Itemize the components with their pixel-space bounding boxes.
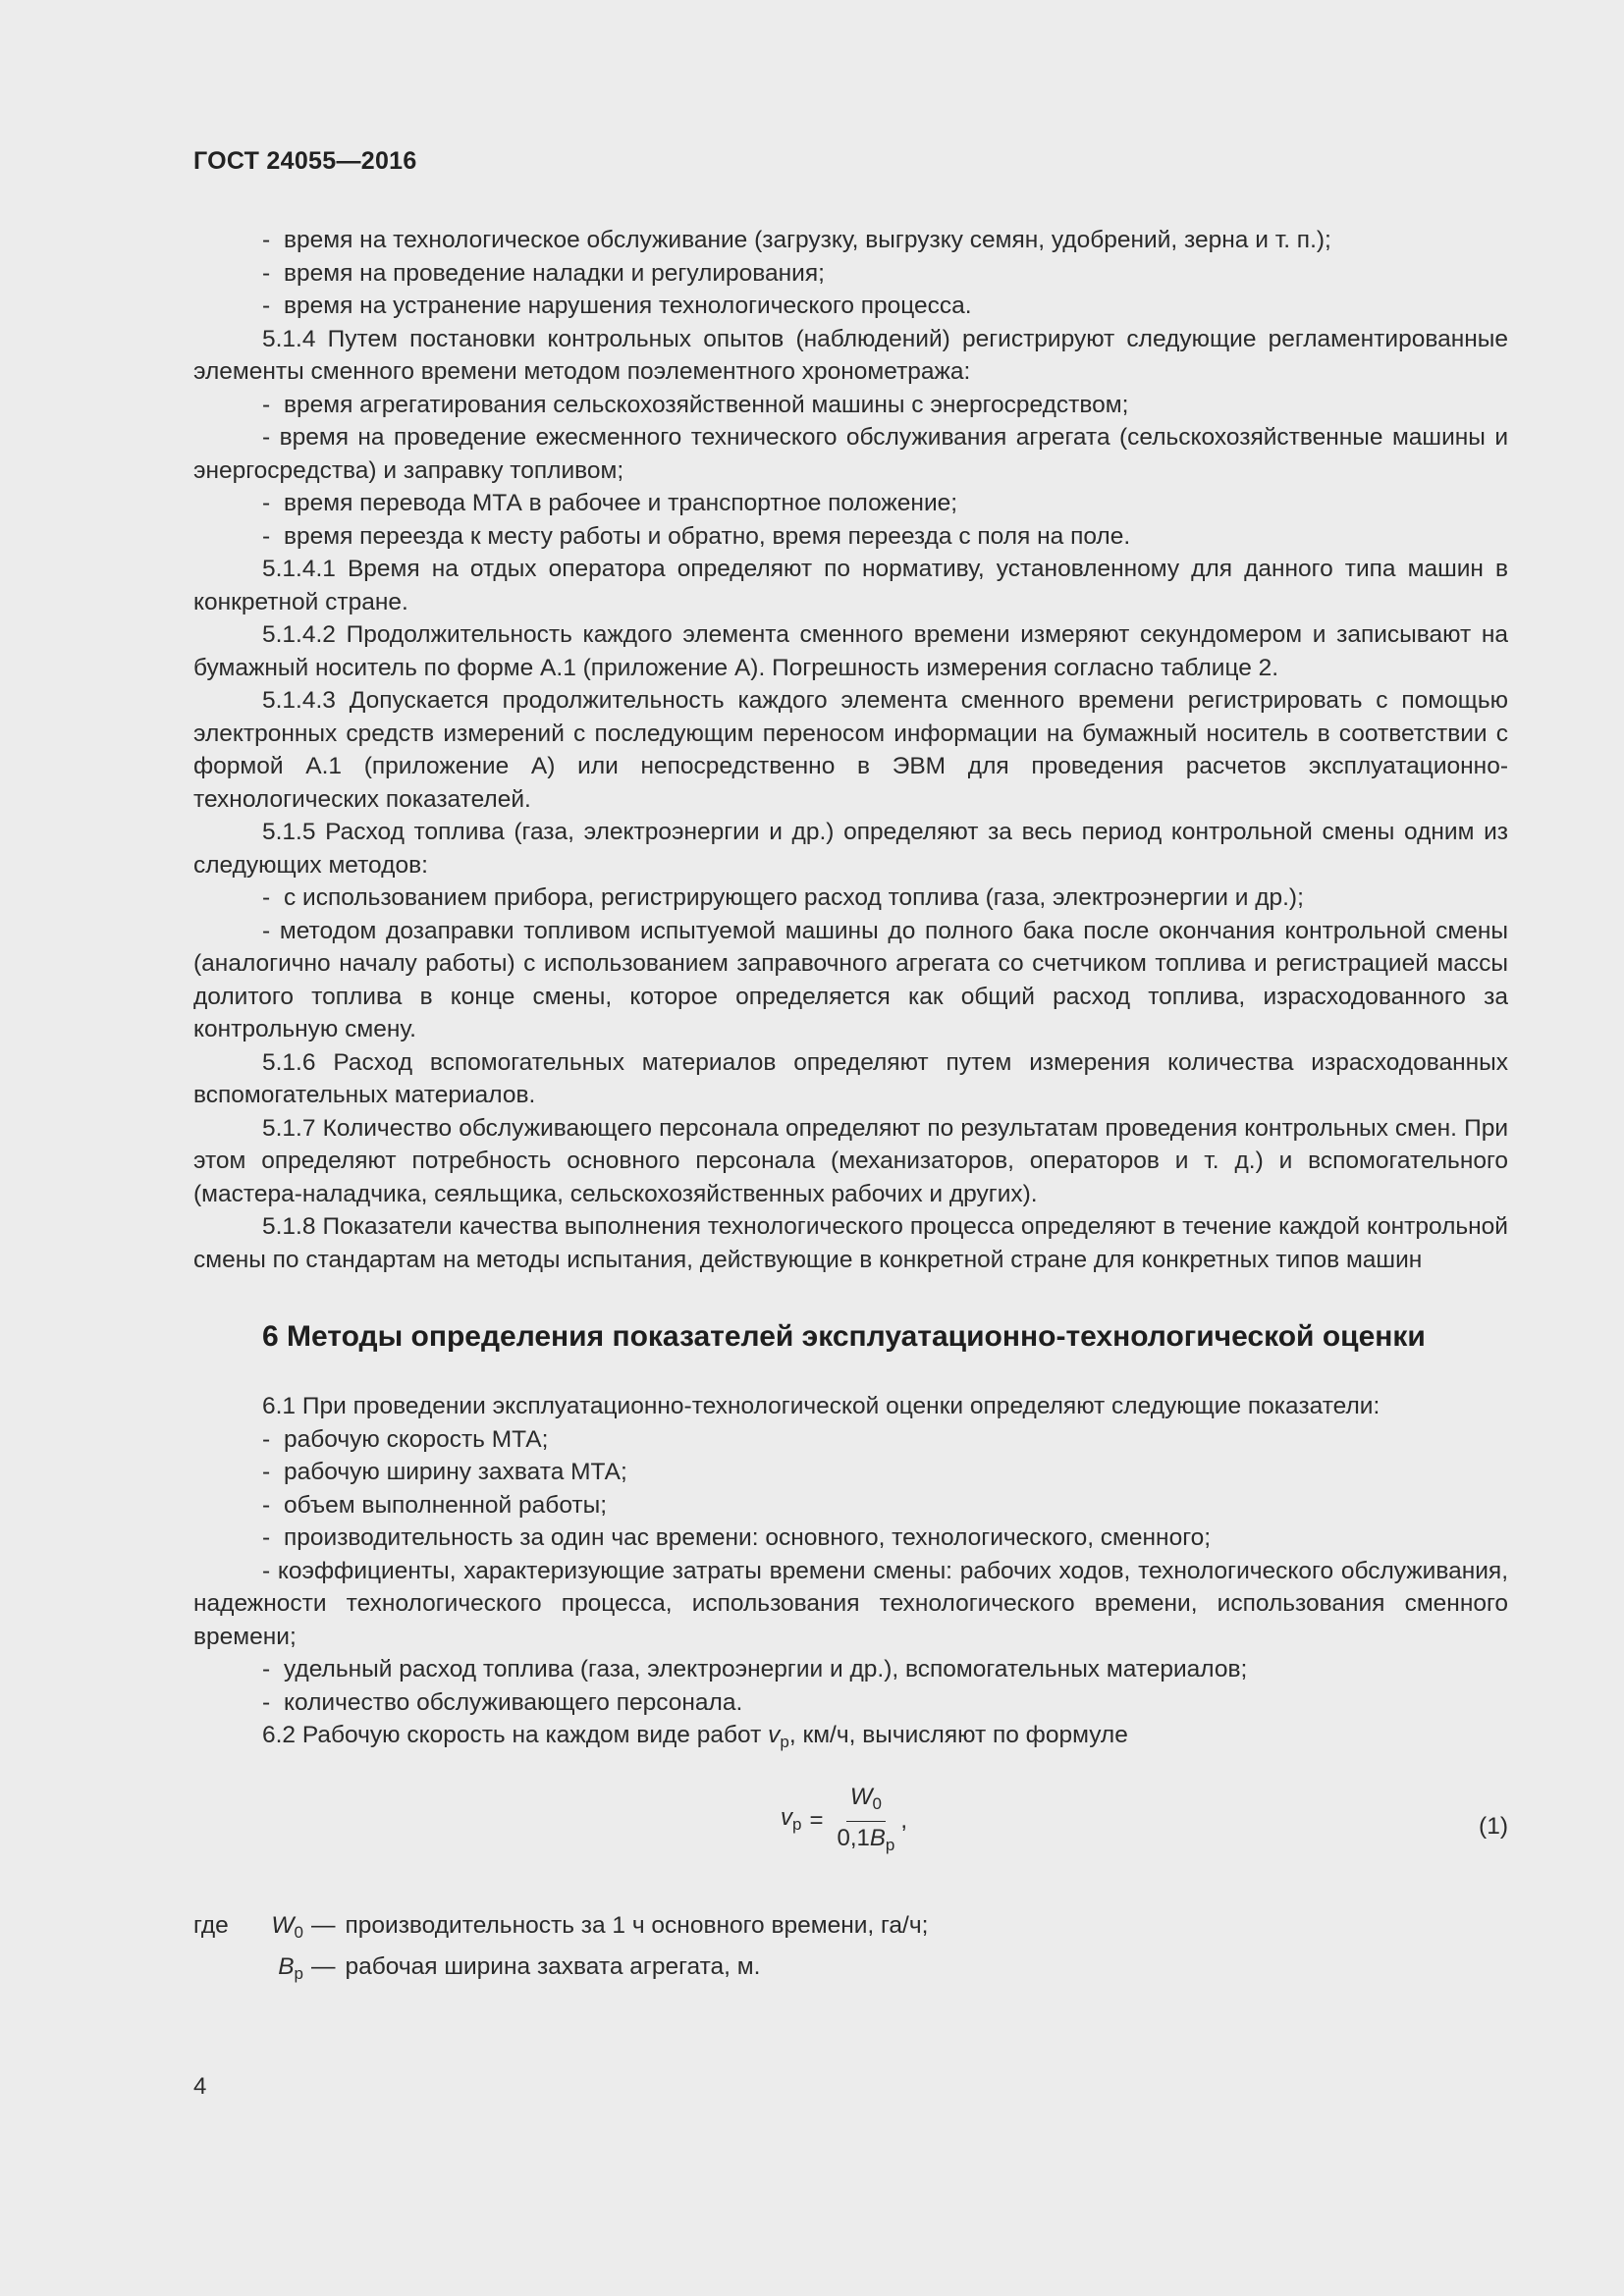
where-legend [193,1908,1508,1991]
list-item: - время на проведение наладки и регулирования; [193,257,1508,291]
document-header: ГОСТ 24055—2016 [193,147,417,175]
list-item: - время на технологическое обслуживание (загрузку, выгрузку семян, удобрений, зерна и т. п.); [193,224,1508,257]
formula-numerator: $W_0$ [846,1781,886,1822]
formula-fraction [837,1781,894,1862]
formula-1 [193,1781,1508,1883]
list-dash: - [262,1491,271,1519]
where-symbol: $W_0$ [271,1911,303,1942]
list-item: - с использованием прибора, регистрирующего расход топлива (газа, электроэнергии и др.); [193,881,1508,915]
list-item: - время перевода МТА в рабочее и транспортное положение; [193,487,1508,520]
list-dash: - [262,490,271,516]
formula-equals: = [809,1807,824,1835]
list-item-wrapped: - методом дозаправки топливом испытуемой машины до полного бака после окончания контрольной смены (аналогично началу работы) с использованием заправочного агрегата со счетчиком топлива и регистрацией массы долитого топлива в конце смены, которое определяется как общий расход топлива, израсходованного за контрольную смену. [193,917,1509,1042]
list-item: - время переезда к месту работы и обратно, время переезда с поля на поле. [193,520,1508,554]
paragraph-5-1-5: 5.1.5 Расход топлива (газа, электроэнергии и др.) определяют за весь период контрольной смены одним из следующих методов: [193,819,1508,879]
list-item: - время агрегатирования сельскохозяйственной машины с энергосредством; [193,389,1508,422]
paragraph-6-2: 6.2 Рабочую скорость на каждом виде работ $v_р$, км/ч, вычисляют по формуле [262,1722,1128,1751]
paragraph-5-1-8: 5.1.8 Показатели качества выполнения технологического процесса определяют в течение каждой контрольной смены по стандартам на методы испытания, действующие в конкретной стране для конкретных типов машин [193,1213,1508,1273]
paragraph-6-1: 6.1 При проведении эксплуатационно-технологической оценки определяют следующие показатели: [262,1393,1380,1419]
formula-expression [781,1781,907,1862]
paragraph-5-1-4: 5.1.4 Путем постановки контрольных опытов (наблюдений) регистрируют следующие регламентированные элементы сменного времени методом поэлементного хронометража: [193,325,1508,385]
paragraph-5-1-4-3: 5.1.4.3 Допускается продолжительность каждого элемента сменного времени регистрировать с помощью электронных средств измерений с последующим переносом информации на бумажный носитель в соответствии с формой А.1 (приложение А) или непосредственно в ЭВМ для проведения расчетов эксплуатационно-технологических показателей. [193,687,1508,813]
list-item: - количество обслуживающего персонала. [193,1686,1508,1720]
list-dash: - [262,293,271,319]
list-item: - удельный расход топлива (газа, электроэнергии и др.), вспомогательных материалов; [193,1653,1508,1686]
where-symbol: $B_р$ [278,1952,303,1983]
list-item: - рабочую ширину захвата МТА; [193,1456,1508,1489]
list-dash: - [262,1425,271,1453]
list-dash: - [262,259,271,287]
list-item: - рабочую скорость МТА; [193,1423,1508,1457]
paragraph-5-1-4-1: 5.1.4.1 Время на отдых оператора определяют по нормативу, установленному для данного типа машин в конкретной стране. [193,556,1508,615]
list-dash: - [262,227,271,253]
formula-number: (1) [1479,1812,1508,1840]
formula-denominator: $0,1B_р$ [837,1824,895,1854]
where-text: рабочая ширина захвата агрегата, м. [345,1952,761,1980]
paragraph-5-1-6: 5.1.6 Расход вспомогательных материалов определяют путем измерения количества израсходованных вспомогательных материалов. [193,1048,1508,1108]
where-word: где [193,1911,229,1939]
list-item-wrapped: - время на проведение ежесменного технического обслуживания агрегата (сельскохозяйственные машины и энергосредства) и заправку топливом; [193,424,1509,484]
list-dash: - [262,391,271,418]
where-dash: — [311,1952,336,1980]
list-item: - производительность за один час времени: основного, технологического, сменного; [193,1522,1508,1555]
paragraph-5-1-7: 5.1.7 Количество обслуживающего персонала определяют по результатам проведения контрольных смен. При этом определяют потребность основного персонала (механизаторов, операторов и т. д.) и вспомогательного (мастера-наладчика, сеяльщика, сельскохозяйственных рабочих и других). [193,1114,1508,1207]
where-dash: — [311,1911,336,1939]
list-dash: - [262,1524,271,1551]
formula-comma: , [900,1807,908,1835]
list-item: - время на устранение нарушения технологического процесса. [193,290,1508,323]
list-item-wrapped: - коэффициенты, характеризующие затраты времени смены: рабочих ходов, технологического обслуживания, надежности технологического процесса, использования технологического времени, использования сменного времени; [193,1557,1509,1650]
paragraph-5-1-4-2: 5.1.4.2 Продолжительность каждого элемента сменного времени измеряют секундомером и записывают на бумажный носитель по форме А.1 (приложение А). Погрешность измерения согласно таблице 2. [193,621,1508,681]
list-dash: - [262,1459,271,1485]
list-dash: - [262,1688,271,1716]
document-body [193,224,1508,1991]
where-text: производительность за 1 ч основного времени, га/ч; [345,1911,929,1939]
where-row [193,1908,1508,1949]
where-row [193,1949,1508,1991]
list-item: - объем выполненной работы; [193,1489,1508,1522]
list-dash: - [262,1656,271,1682]
formula-lhs: $v_р$ [781,1803,802,1834]
page-number: 4 [193,2073,207,2100]
section-6-title: 6 Методы определения показателей эксплуатационно-технологической оценки [262,1320,1426,1353]
list-dash: - [262,884,271,911]
list-dash: - [262,522,271,550]
